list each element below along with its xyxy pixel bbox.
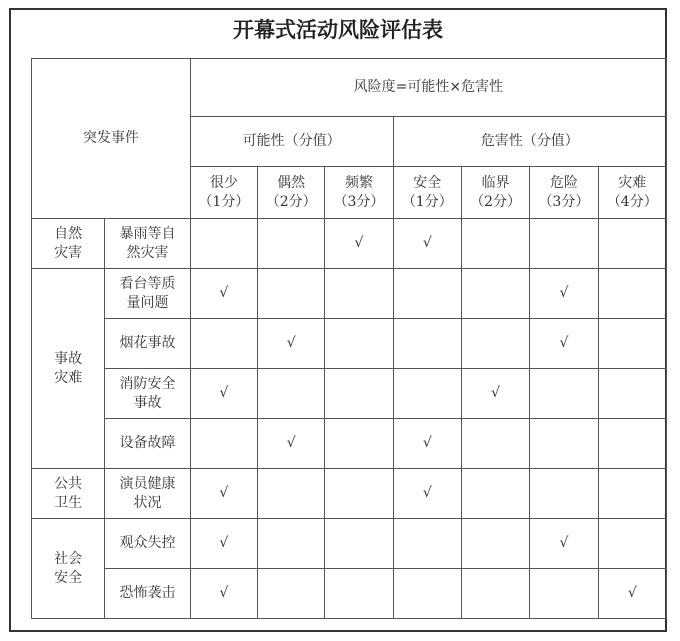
check-mark-icon: √: [219, 485, 229, 501]
possibility-cell: [325, 369, 393, 419]
level-points: （1分）: [198, 193, 250, 210]
risk-assessment-table: [31, 58, 667, 619]
harm-cell: [530, 319, 598, 369]
harm-cell: [530, 419, 598, 469]
table-row: [32, 219, 667, 269]
level-name: 频繁: [344, 174, 373, 191]
document-frame: [9, 8, 667, 632]
possibility-cell: [325, 519, 393, 569]
possibility-level-header: [258, 167, 325, 219]
level-points: （3分）: [538, 193, 590, 210]
level-points: （2分）: [470, 193, 522, 210]
check-mark-icon: √: [422, 435, 432, 451]
harm-level-header: [393, 167, 461, 219]
harm-cell: [393, 269, 461, 319]
possibility-cell: [258, 419, 325, 469]
harm-cell: [598, 369, 666, 419]
possibility-cell: [325, 469, 393, 519]
possibility-cell: [258, 269, 325, 319]
level-name: 灾难: [618, 174, 647, 191]
possibility-cell: [258, 319, 325, 369]
harm-cell: [461, 319, 529, 369]
harm-cell: [530, 219, 598, 269]
possibility-cell: [190, 519, 257, 569]
category-cell: 公共 卫生: [32, 469, 105, 519]
event-cell: 恐怖袭击: [105, 569, 190, 619]
level-name: 偶然: [277, 174, 306, 191]
harm-cell: [461, 419, 529, 469]
event-cell: 演员健康 状况: [105, 469, 190, 519]
event-cell: 暴雨等自 然灾害: [105, 219, 190, 269]
harm-cell: [530, 269, 598, 319]
level-points: （2分）: [265, 193, 317, 210]
event-cell: 观众失控: [105, 519, 190, 569]
harm-cell: [598, 319, 666, 369]
harm-cell: [530, 569, 598, 619]
harm-cell: [461, 569, 529, 619]
check-mark-icon: √: [286, 435, 296, 451]
event-header: 突发事件: [32, 59, 191, 219]
possibility-cell: [325, 419, 393, 469]
event-cell: 消防安全 事故: [105, 369, 190, 419]
formula-header: 风险度=可能性×危害性: [190, 59, 666, 117]
check-mark-icon: √: [559, 535, 569, 551]
possibility-cell: [258, 369, 325, 419]
harm-cell: [598, 269, 666, 319]
harm-level-header: [461, 167, 529, 219]
table-row: [32, 419, 667, 469]
category-cell: 事故 灾难: [32, 269, 105, 469]
harm-cell: [598, 219, 666, 269]
level-points: （4分）: [606, 193, 658, 210]
possibility-level-header: [325, 167, 393, 219]
check-mark-icon: √: [559, 285, 569, 301]
harm-cell: [461, 269, 529, 319]
category-cell: 自然 灾害: [32, 219, 105, 269]
check-mark-icon: √: [422, 485, 432, 501]
event-cell: 烟花事故: [105, 319, 190, 369]
harm-cell: [393, 469, 461, 519]
table-row: [32, 519, 667, 569]
level-points: （1分）: [401, 193, 453, 210]
level-name: 安全: [413, 174, 442, 191]
possibility-cell: [190, 569, 257, 619]
possibility-cell: [190, 369, 257, 419]
level-points: （3分）: [333, 193, 385, 210]
check-mark-icon: √: [627, 585, 637, 601]
harm-cell: [393, 319, 461, 369]
harm-cell: [530, 469, 598, 519]
check-mark-icon: √: [422, 235, 432, 251]
page-title: 开幕式活动风险评估表: [233, 17, 443, 42]
possibility-cell: [190, 219, 257, 269]
table-row: [32, 369, 667, 419]
event-cell: 看台等质 量问题: [105, 269, 190, 319]
harm-cell: [393, 569, 461, 619]
possibility-cell: [325, 569, 393, 619]
harm-cell: [461, 369, 529, 419]
harm-level-header: [530, 167, 598, 219]
check-mark-icon: √: [219, 385, 229, 401]
possibility-cell: [258, 569, 325, 619]
harm-level-header: [598, 167, 666, 219]
check-mark-icon: √: [491, 385, 501, 401]
harm-cell: [461, 519, 529, 569]
possibility-cell: [325, 219, 393, 269]
possibility-cell: [190, 269, 257, 319]
possibility-cell: [258, 219, 325, 269]
harm-cell: [598, 419, 666, 469]
event-cell: 设备故障: [105, 419, 190, 469]
table-row: [32, 569, 667, 619]
harm-cell: [598, 519, 666, 569]
table-row: [32, 269, 667, 319]
harm-cell: [393, 519, 461, 569]
check-mark-icon: √: [354, 235, 364, 251]
harm-cell: [530, 369, 598, 419]
check-mark-icon: √: [219, 285, 229, 301]
check-mark-icon: √: [219, 535, 229, 551]
table-row: [32, 469, 667, 519]
harm-cell: [598, 469, 666, 519]
level-name: 临界: [481, 174, 510, 191]
harm-header: 危害性（分值）: [393, 117, 666, 167]
check-mark-icon: √: [286, 335, 296, 351]
possibility-cell: [258, 469, 325, 519]
possibility-cell: [325, 319, 393, 369]
check-mark-icon: √: [559, 335, 569, 351]
harm-cell: [461, 469, 529, 519]
level-name: 危险: [549, 174, 578, 191]
harm-cell: [393, 419, 461, 469]
harm-cell: [598, 569, 666, 619]
harm-cell: [461, 219, 529, 269]
possibility-cell: [325, 269, 393, 319]
harm-cell: [393, 219, 461, 269]
harm-cell: [530, 519, 598, 569]
possibility-level-header: [190, 167, 257, 219]
level-name: 很少: [209, 174, 238, 191]
harm-cell: [393, 369, 461, 419]
possibility-cell: [258, 519, 325, 569]
possibility-cell: [190, 419, 257, 469]
table-row: [32, 319, 667, 369]
category-cell: 社会 安全: [32, 519, 105, 619]
possibility-cell: [190, 319, 257, 369]
possibility-cell: [190, 469, 257, 519]
check-mark-icon: √: [219, 585, 229, 601]
possibility-header: 可能性（分值）: [190, 117, 393, 167]
